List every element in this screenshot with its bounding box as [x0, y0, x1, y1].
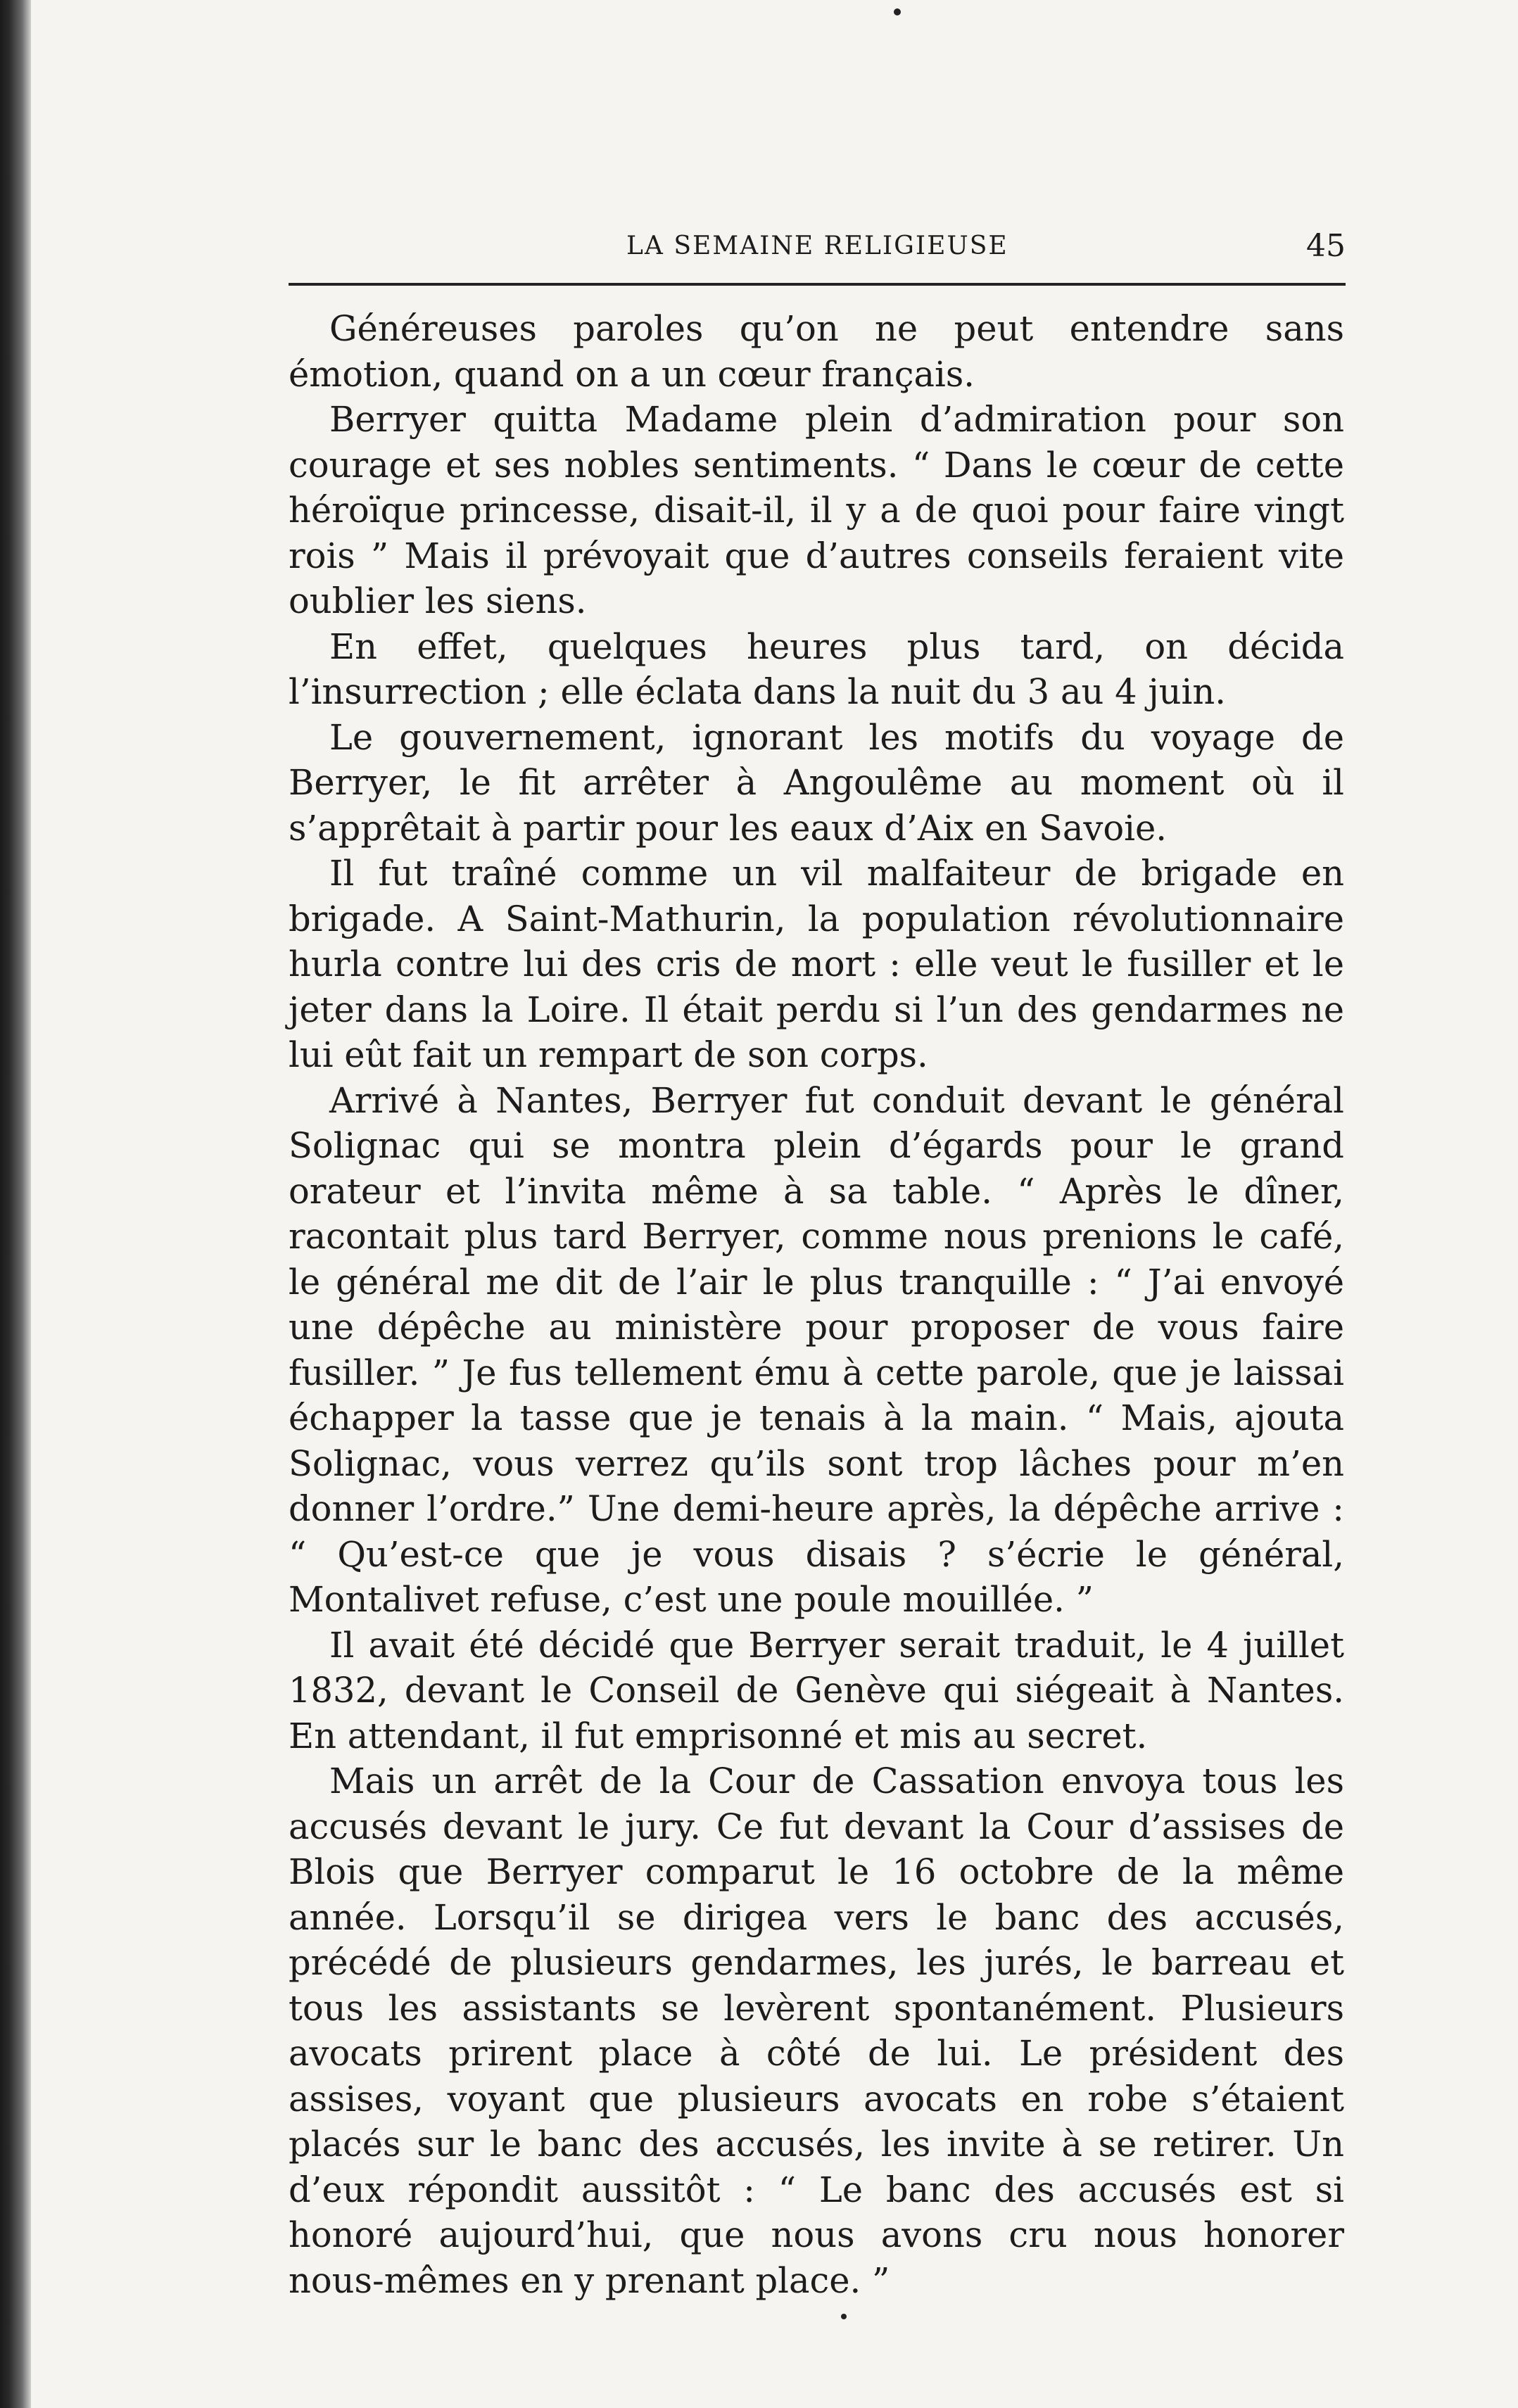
header-rule — [289, 283, 1346, 286]
binding-edge — [0, 0, 31, 2408]
body-text — [289, 306, 1344, 2303]
paragraph: Il fut traîné comme un vil malfaiteur de brigade en brigade. A Saint-Mathurin, la population révolutionnaire hurla contre lui des cris de mort : elle veut le fusiller et le jeter dans la Loire. Il était perdu si l’un des gendarmes ne lui eût fait un rempart de son corps. — [289, 853, 1344, 1075]
page-number: 45 — [1306, 228, 1346, 264]
paragraph: En effet, quelques heures plus tard, on décida l’insurrection ; elle éclata dans la nuit du 3 au 4 juin. — [289, 626, 1344, 712]
paragraph: Mais un arrêt de la Cour de Cassation envoya tous les accusés devant le jury. Ce fut devant la Cour d’assises de Blois que Berryer comparut le 16 octobre de la même année. Lorsqu’il se dirigea vers le banc des accusés, précédé de plusieurs gendarmes, les jurés, le barreau et tous les assistants se levèrent spontanément. Plusieurs avocats prirent place à côté de lui. Le président des assises, voyant que plusieurs avocats en robe s’étaient placés sur le banc des accusés, les invite à se retirer. Un d’eux répondit aussitôt : “ Le banc des accusés est si honoré aujourd’hui, que nous avons cru nous honorer nous-mêmes en y prenant place. ” — [289, 1761, 1344, 2301]
ink-speck — [894, 8, 901, 15]
paragraph: Berryer quitta Madame plein d’admiration pour son courage et ses nobles sentiments. “ Dans le cœur de cette héroïque princesse, disait-il, il y a de quoi pour faire vingt rois ” Mais il prévoyait que d’autres conseils feraient vite oublier les siens. — [289, 399, 1344, 621]
paragraph: Il avait été décidé que Berryer serait traduit, le 4 juillet 1832, devant le Conseil de Genève qui siégeait à Nantes. En attendant, il fut emprisonné et mis au secret. — [289, 1624, 1344, 1756]
paragraph: Le gouvernement, ignorant les motifs du voyage de Berryer, le fit arrêter à Angoulême au moment où il s’apprêtait à partir pour les eaux d’Aix en Savoie. — [289, 716, 1344, 849]
paragraph: Arrivé à Nantes, Berryer fut conduit devant le général Solignac qui se montra plein d’égards pour le grand orateur et l’invita même à sa table. “ Après le dîner, racontait plus tard Berryer, comme nous prenions le café, le général me dit de l’air le plus tranquille : “ J’ai envoyé une dépêche au ministère pour proposer de vous faire fusiller. ” Je fus tellement ému à cette parole, que je laissai échapper la tasse que je tenais à la main. “ Mais, ajouta Solignac, vous verrez qu’ils sont trop lâches pour m’en donner l’ordre.” Une demi-heure après, la dépêche arrive : “ Qu’est-ce que je vous disais ? s’écrie le général, Montalivet refuse, c’est une poule mouillée. ” — [289, 1079, 1344, 1620]
running-head — [289, 222, 1346, 271]
ink-speck — [841, 2314, 847, 2319]
running-title: LA SEMAINE RELIGIEUSE — [626, 232, 1008, 260]
paragraph: Généreuses paroles qu’on ne peut entendre sans émotion, quand on a un cœur français. — [289, 308, 1344, 395]
